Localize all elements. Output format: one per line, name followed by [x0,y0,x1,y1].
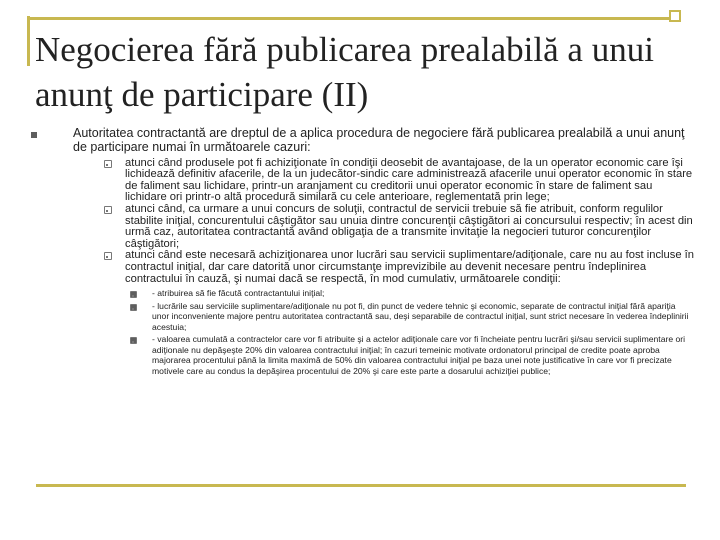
level1-item [30,127,695,376]
square-bullet-icon [31,132,37,138]
level2-item [73,250,695,376]
level2-text: atunci când este necesară achiziţionarea unor lucrări sau servicii suplimentare/adiţionale, care nu au fost incluse în contractul iniţial, dar care datorită unor circumstanţe imprevizibile au devenit necesare pentru îndeplinirea contractului în cauză, şi numai dacă se respectă, în mod cumulativ, următoarele condiţii: [125,249,695,285]
level2-list [73,158,695,377]
hollow-square-bullet-icon [104,206,112,214]
level2-item [73,158,695,204]
square-bullet-icon [130,291,137,298]
slide-body [30,127,695,376]
level3-item [125,301,695,333]
decorative-corner-square [669,10,681,22]
decorative-bottom-line [36,484,686,487]
level3-item [125,334,695,376]
level3-text: - atribuirea să fie făcută contractantului iniţial; [152,288,325,299]
level3-item [125,288,695,299]
level2-item [73,204,695,250]
level2-text: atunci când produsele pot fi achiziţionate în condiţii deosebit de avantajoase, de la un operator economic care îşi lichidează definitiv afacerile, de la un judecător-sindic care administrează afacerile unui operator economic în stare de faliment sau lichidare, printr-un aranjament cu creditorii unui operator economic în stare de faliment sau lichidare ori printr-o altă procedură similară cu cele anterioare, reglementată prin lege; [125,156,693,204]
square-bullet-icon [130,337,137,344]
level2-text: atunci când, ca urmare a unui concurs de soluţii, contractul de servicii trebuie să fie atribuit, conform regulilor stabilite iniţial, concurentului câştigător sau unuia dintre concurenţii câştigători ai concursului respectiv; în acest din urmă caz, autoritatea contractantă având obligaţia de a transmite invitaţie la negocieri tuturor concurenţilor câştigători; [125,202,693,250]
decorative-top-line [27,17,677,20]
square-bullet-icon [130,304,137,311]
decorative-vertical-line [27,16,30,66]
level3-text: - lucrările sau serviciile suplimentare/adiţionale nu pot fi, din punct de vedere tehnic şi economic, separate de contractul iniţial fără apariţia unor inconveniente majore pentru autoritatea contractantă sau, deşi separabile de contractul iniţial, sunt strict necesare în vederea îndeplinirii acestuia; [152,300,689,332]
slide-title: Negocierea fără publicarea prealabilă a unui anunţ de participare (II) [35,30,654,114]
hollow-square-bullet-icon [104,160,112,168]
hollow-square-bullet-icon [104,252,112,260]
level1-text: Autoritatea contractantă are dreptul de a aplica procedura de negociere fără publicarea prealabilă a unui anunţ de participare numai în următoarele cazuri: [73,126,685,154]
level3-list [125,288,695,376]
level3-text: - valoarea cumulată a contractelor care vor fi atribuite şi a actelor adiţionale care vor fi încheiate pentru lucrări şi/sau servicii suplimentare ori adiţionale nu depăşeşte 20% din valoarea contractului iniţial; în cazuri temeinic motivate ordonatorul principal de credite poate aproba majorarea procentului până la limita maximă de 50% din valoarea contractului iniţial pe baza unei note justificative în care vor fi precizate motivele care au condus la depăşirea procentului de 20% şi care este parte a dosarului achiziţiei publice; [152,334,686,376]
